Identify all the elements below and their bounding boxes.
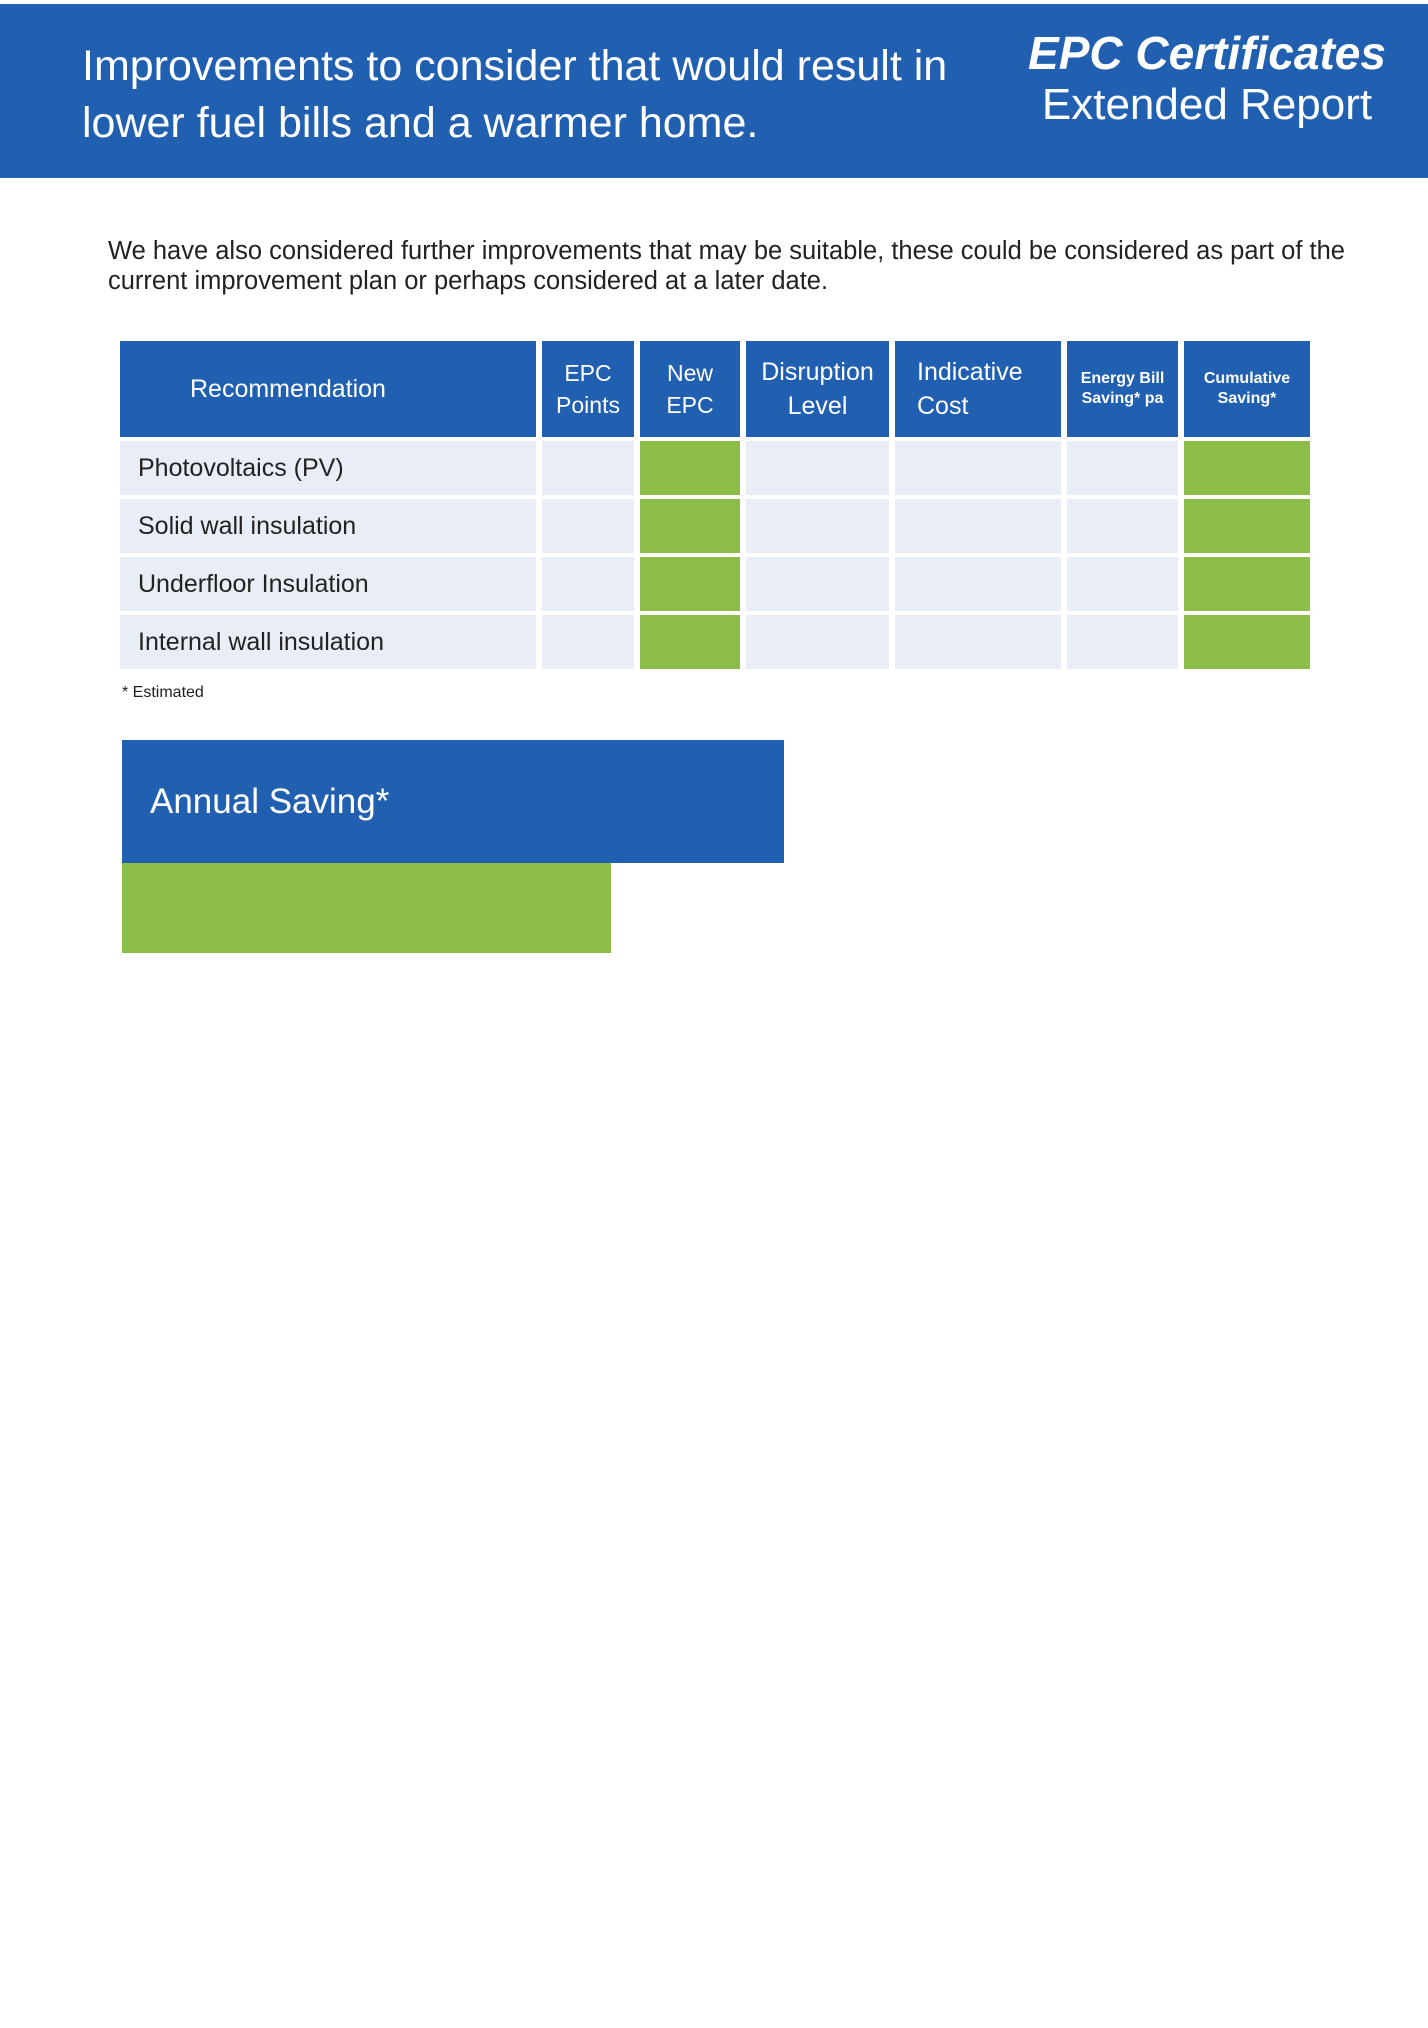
col-header-indicative-cost: Indicative Cost xyxy=(895,341,1061,437)
epc-points-cell xyxy=(542,499,634,553)
energy-bill-saving-cell xyxy=(1067,557,1178,611)
cumulative-saving-cell xyxy=(1184,499,1310,553)
new-epc-cell xyxy=(640,441,740,495)
table-row xyxy=(120,499,1310,553)
recommendation-cell: Solid wall insulation xyxy=(120,499,536,553)
disruption-level-cell xyxy=(746,441,889,495)
table-header-row xyxy=(120,341,1310,437)
annual-saving-label: Annual Saving* xyxy=(122,740,784,863)
new-epc-cell xyxy=(640,557,740,611)
indicative-cost-cell xyxy=(895,615,1061,669)
col-header-disruption-level: Disruption Level xyxy=(746,341,889,437)
brand-block xyxy=(1012,26,1402,130)
epc-points-cell xyxy=(542,557,634,611)
col-header-new-epc: New EPC xyxy=(640,341,740,437)
indicative-cost-cell xyxy=(895,499,1061,553)
disruption-level-cell xyxy=(746,615,889,669)
table-row xyxy=(120,557,1310,611)
indicative-cost-cell xyxy=(895,441,1061,495)
col-header-energy-bill-saving: Energy Bill Saving* pa xyxy=(1067,341,1178,437)
table-row xyxy=(120,441,1310,495)
recommendations-table xyxy=(114,337,1316,673)
page-title: Improvements to consider that would result in lower fuel bills and a warmer home. xyxy=(82,42,948,147)
epc-points-cell xyxy=(542,441,634,495)
cumulative-saving-cell xyxy=(1184,441,1310,495)
recommendation-cell: Internal wall insulation xyxy=(120,615,536,669)
annual-saving-value xyxy=(122,863,611,953)
col-header-epc-points: EPC Points xyxy=(542,341,634,437)
disruption-level-cell xyxy=(746,557,889,611)
new-epc-cell xyxy=(640,499,740,553)
new-epc-cell xyxy=(640,615,740,669)
footnote-estimated: * Estimated xyxy=(122,684,204,701)
brand-name: EPC Certificates xyxy=(1028,27,1386,79)
recommendation-cell: Underfloor Insulation xyxy=(120,557,536,611)
table-row xyxy=(120,615,1310,669)
epc-points-cell xyxy=(542,615,634,669)
disruption-level-cell xyxy=(746,499,889,553)
brand-subtitle: Extended Report xyxy=(1041,80,1373,129)
col-header-cumulative-saving: Cumulative Saving* xyxy=(1184,341,1310,437)
report-header xyxy=(0,4,1428,178)
energy-bill-saving-cell xyxy=(1067,615,1178,669)
col-header-recommendation: Recommendation xyxy=(120,341,536,437)
energy-bill-saving-cell xyxy=(1067,441,1178,495)
intro-paragraph: We have also considered further improvements that may be suitable, these could be considered as part of the current improvement plan or perhaps considered at a later date. xyxy=(108,237,1345,295)
cumulative-saving-cell xyxy=(1184,557,1310,611)
cumulative-saving-cell xyxy=(1184,615,1310,669)
recommendation-cell: Photovoltaics (PV) xyxy=(120,441,536,495)
indicative-cost-cell xyxy=(895,557,1061,611)
energy-bill-saving-cell xyxy=(1067,499,1178,553)
